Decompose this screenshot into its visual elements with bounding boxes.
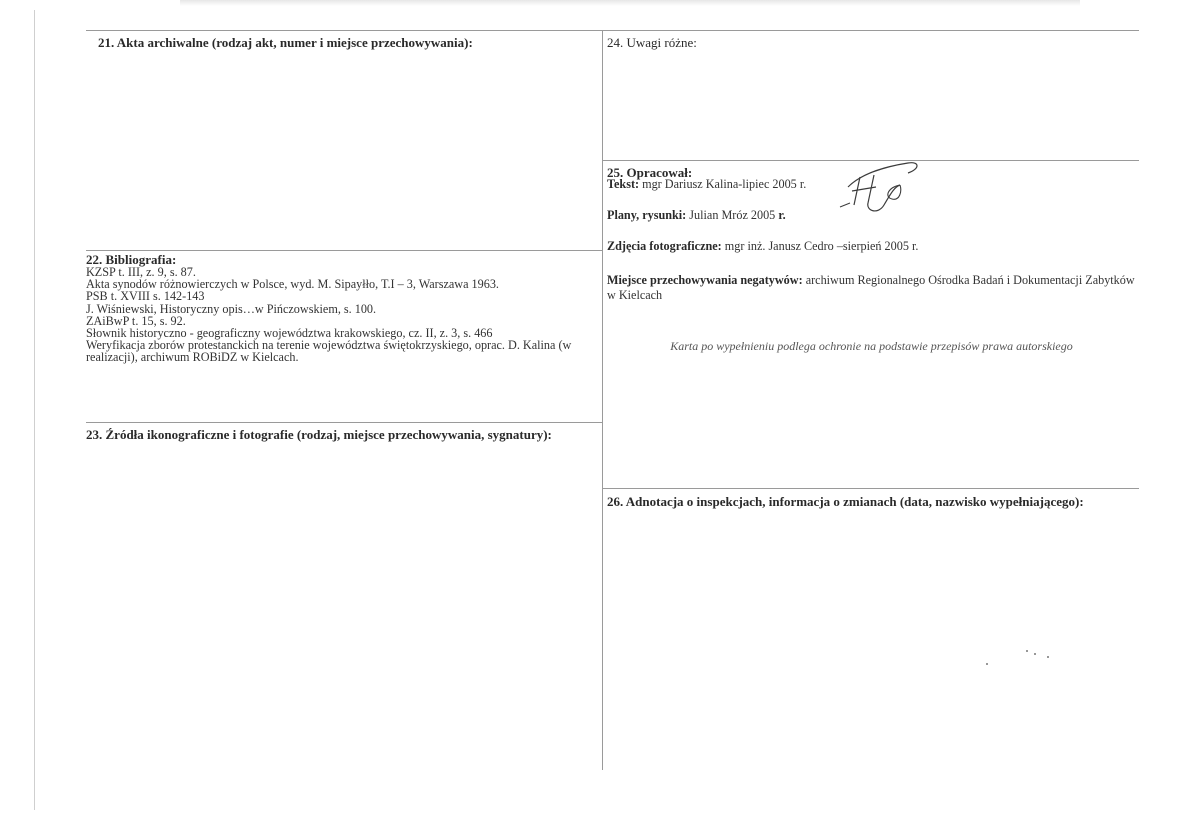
speck bbox=[1034, 653, 1036, 655]
plany-value: Julian Mróz 2005 bbox=[689, 208, 776, 222]
section-22-title: 22. Bibliografia: bbox=[86, 252, 177, 267]
negatives-line bbox=[607, 273, 1135, 303]
section-24-title bbox=[607, 35, 697, 51]
miejsce-label: Miejsce przechowywania negatywów: bbox=[607, 273, 803, 287]
zdjecia-value: mgr inż. Janusz Cedro –sierpień 2005 r. bbox=[724, 239, 919, 253]
bibliography-item: Akta synodów różnowierczych w Polsce, wyd. M. Sipayłło, T.I – 3, Warszawa 1963. bbox=[86, 277, 499, 292]
rule-section-26 bbox=[602, 488, 1139, 489]
author-text-line bbox=[607, 177, 806, 192]
bibliography-item: Słownik historyczno - geograficzny województwa krakowskiego, cz. II, z. 3, s. 466 bbox=[86, 326, 493, 341]
rule-top-left bbox=[86, 30, 602, 31]
section-25-title: 25. Opracował: bbox=[607, 165, 693, 180]
rule-top-right bbox=[602, 30, 1139, 31]
miejsce-value: archiwum Regionalnego Ośrodka Badań i Dokumentacji Zabytków w Kielcach bbox=[607, 273, 1135, 302]
copyright-note: Karta po wypełnieniu podlega ochronie na podstawie przepisów prawa autorskiego bbox=[670, 339, 1073, 353]
section-23-title: 23. Źródła ikonograficzne i fotografie (rodzaj, miejsce przechowywania, sygnatury): bbox=[86, 427, 552, 442]
column-divider bbox=[602, 30, 603, 770]
bibliography-item: KZSP t. III, z. 9, s. 87. bbox=[86, 265, 196, 279]
zdjecia-label: Zdjęcia fotograficzne: bbox=[607, 239, 722, 253]
rule-section-23 bbox=[86, 422, 602, 423]
left-margin-line bbox=[34, 10, 35, 810]
plany-suffix: r. bbox=[778, 208, 786, 222]
bibliography-item: Weryfikacja zborów protestanckich na terenie województwa świętokrzyskiego, oprac. D. Kalina (w realizacji), archiwum ROBiDZ w Kielcach. bbox=[86, 338, 572, 365]
section-21-title: 21. Akta archiwalne (rodzaj akt, numer i miejsce przechowywania): bbox=[98, 35, 473, 50]
plans-line bbox=[607, 208, 786, 223]
speck bbox=[1026, 650, 1028, 652]
bibliography-list bbox=[86, 266, 598, 364]
handwritten-signature bbox=[830, 157, 926, 217]
section-26-title: 26. Adnotacja o inspekcjach, informacja o zmianach (data, nazwisko wypełniającego): bbox=[607, 494, 1084, 509]
photos-line bbox=[607, 239, 918, 254]
speck bbox=[986, 663, 988, 665]
rule-section-22 bbox=[86, 250, 602, 251]
scan-shadow bbox=[180, 0, 1080, 6]
tekst-label: Tekst: bbox=[607, 177, 640, 191]
section-24-title-text: 24. Uwagi różne: bbox=[607, 35, 697, 50]
bibliography-item: ZAiBwP t. 15, s. 92. bbox=[86, 313, 186, 328]
tekst-value: mgr Dariusz Kalina-lipiec 2005 r. bbox=[642, 177, 807, 191]
bibliography-item: J. Wiśniewski, Historyczny opis…w Pińczowskiem, s. 100. bbox=[86, 301, 377, 316]
plany-label: Plany, rysunki: bbox=[607, 208, 687, 222]
speck bbox=[1047, 656, 1049, 658]
bibliography-item: PSB t. XVIII s. 142-143 bbox=[86, 289, 205, 304]
